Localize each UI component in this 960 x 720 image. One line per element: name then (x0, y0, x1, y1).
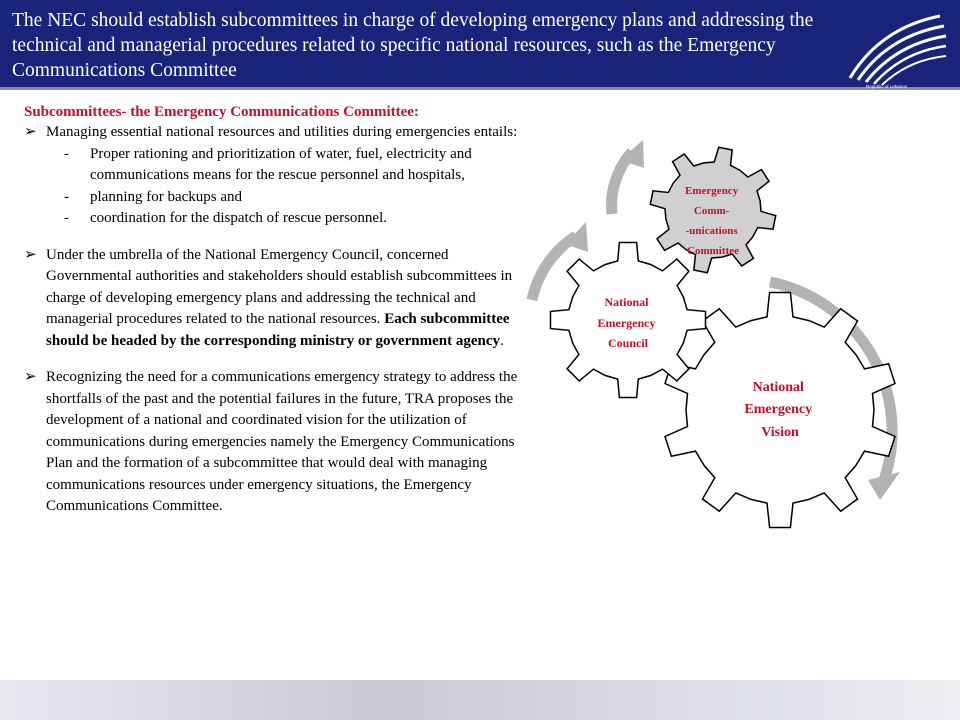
gear-label-line: National (604, 295, 649, 309)
spacer (24, 352, 519, 367)
arrowhead-icon (868, 472, 900, 500)
bullet-text-3: Recognizing the need for a communications emergency strategy to address the shortfalls of the past and the potential failures in the future, TRA proposes the development of a national and coordinated vision for the utilization of communications during emergencies namely the Emergency Communications Plan and the formation of a subcommittee that would deal with managing communications resources under emergency situations, the Emergency Communications Committee. (46, 369, 518, 514)
logo-caption: Republic of Lebanon Telecommunications Regulatory Authority (866, 84, 930, 99)
gear-label-line: Emergency (597, 316, 656, 330)
dash-marker: - (64, 188, 69, 205)
arrowhead-bullet-icon: ➢ (24, 124, 37, 140)
gear-label-line: -unications (685, 225, 738, 237)
dash-list (24, 144, 519, 230)
page-title: The NEC should establish subcommittees in charge of developing emergency plans and addressing the technical and managerial procedures related to specific national resources, such as the Emergency Communications Committee (12, 10, 814, 81)
gear-label-line: National (752, 380, 804, 395)
bullet-text-1: Managing essential national resources and utilities during emergencies entails: (46, 124, 518, 140)
gear-label-line: Comm- (693, 205, 730, 217)
bullet-text-2: Under the umbrella of the National Emergency Council, concerned Governmental authorities and stakeholders should establish subcommittees in charge of developing emergency plans and addressing the technical and managerial procedures related to the national resources. (46, 246, 513, 327)
gear-label-line: Emergency (685, 185, 739, 197)
arrowhead-bullet-icon: ➢ (24, 369, 37, 385)
bullet-text-2-end: . (500, 332, 504, 349)
spacer (24, 230, 519, 245)
gear-label-line: Committee (687, 245, 739, 257)
bullet-item-2 (24, 245, 519, 353)
list-item (24, 187, 519, 209)
list-item (24, 208, 519, 230)
gear-label-line: Emergency (744, 402, 813, 417)
gear-label-line: Council (607, 336, 649, 350)
dash-marker: - (64, 210, 69, 226)
list-item-text: Proper rationing and prioritization of water, fuel, electricity and communications means for the rescue personnel and hospitals, (90, 145, 472, 183)
gears-diagram (500, 100, 960, 620)
bullet-item-3 (24, 367, 519, 518)
main-content (24, 102, 519, 518)
arrowhead-bullet-icon: ➢ (24, 246, 37, 263)
list-item (24, 144, 519, 187)
section-subheading: Subcommittees- the Emergency Communications Committee: (24, 104, 419, 120)
dash-marker: - (64, 145, 69, 162)
gear-label-line: Vision (761, 425, 799, 440)
header-banner (0, 0, 960, 99)
bullet-text-2-emphasis: Each subcommittee should be headed by the corresponding ministry or government agency (46, 311, 510, 349)
list-item-text: planning for backups and (90, 188, 243, 205)
tra-logo-icon (840, 8, 950, 88)
bullet-item-1 (24, 122, 519, 144)
list-item-text: coordination for the dispatch of rescue personnel. (90, 210, 387, 226)
footer-bar (0, 680, 960, 720)
